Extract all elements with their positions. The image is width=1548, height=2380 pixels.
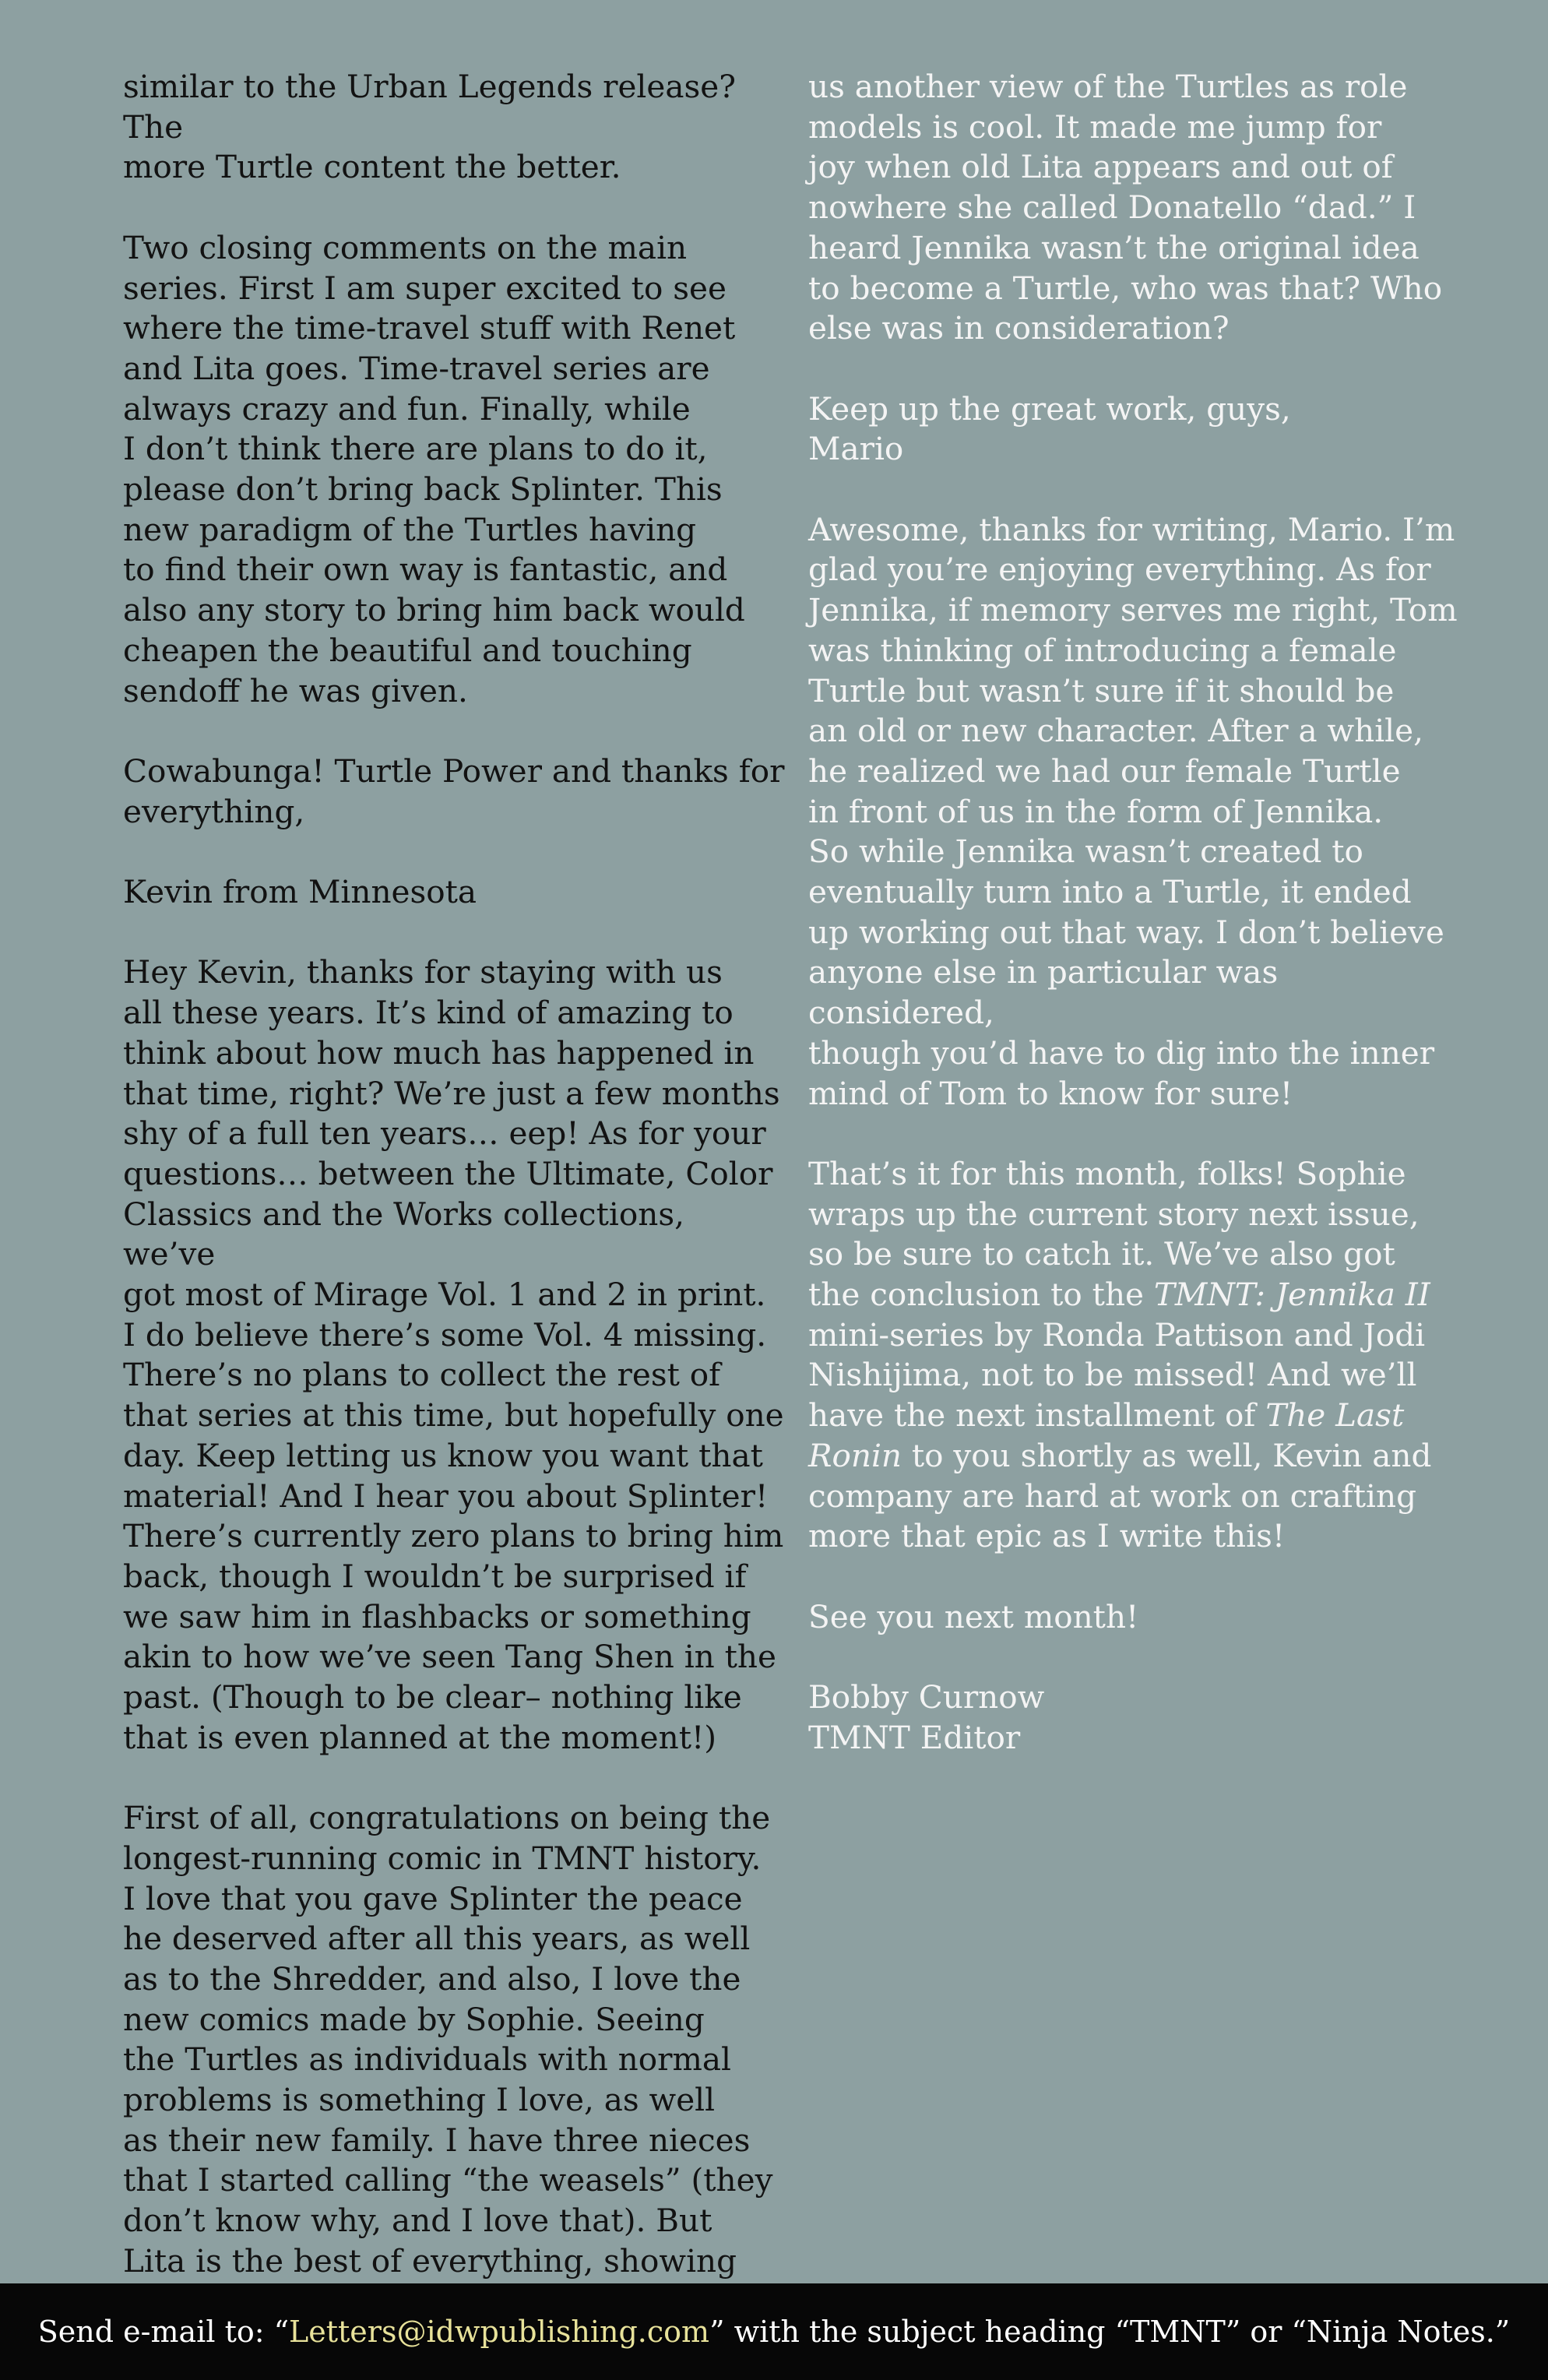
closing-text: That’s it for this month, folks! Sophie wraps up the current story next issue, so be sure to catch it. We’ve also got the conclusion to the (808, 1154, 1420, 1314)
letter-signature: Keep up the great work, guys, Mario (808, 389, 1291, 468)
editor-reply: Hey Kevin, thanks for staying with us all these years. It’s kind of amazing to think about how much has happened in that time, right? We’re just a few months shy of a full ten years… eep! As for your questions… between the Ultimate, Color Classics and the Works collections, we’ve got most of Mirage Vol. 1 and 2 in print. I do believe there’s some Vol. 4 missing. There’s no plans to collect the rest of that series at this time, but hopefully one day. Keep letting us know you want that material! And I hear you about Splinter! There’s currently zero plans to bring him back, though I wouldn’t be surprised if we saw him in flashbacks or something akin to how we’ve seen Tang Shen in the past. (Though to be clear– nothing like that is even planned at the moment!) (123, 953, 784, 1756)
title-jennika-ii: TMNT: Jennika II (1153, 1276, 1430, 1314)
letter-paragraph: us another view of the Turtles as role models is cool. It made me jump for joy when old Lita appears and out of nowhere she called Donatello “dad.” I heard Jennika wasn’t the original idea to become a Turtle, who was that? Who else was in consideration? (808, 68, 1443, 347)
editor-reply: Awesome, thanks for writing, Mario. I’m glad you’re enjoying everything. As for Jennika, if memory serves me right, Tom was thinking of introducing a female Turtle but wasn’t sure if it should be an old or new character. After a while, he realized we had our female Turtle in front of us in the form of Jennika. So while Jennika wasn’t created to eventually turn into a Turtle, it ended up working out that way. I don’t believe anyone else in particular was considered, though you’d have to dig into the inner mind of Tom to know for sure! (808, 510, 1458, 1112)
footer-text: Send e-mail to: “ (37, 2315, 290, 2349)
footer-text: ” with the subject heading “TMNT” or “Ninja Notes.” (709, 2315, 1511, 2349)
left-column (123, 67, 785, 2322)
closing-text: mini-series by Ronda Pattison and Jodi Nishijima, not to be missed! And we’ll have the next installment of (808, 1315, 1426, 1435)
footer-bar (0, 2283, 1548, 2380)
letter-paragraph: similar to the Urban Legends release? The more Turtle content the better. (123, 68, 736, 186)
letter-paragraph: First of all, congratulations on being the longest-running comic in TMNT history. I love that you gave Splinter the peace he deserved after all this years, as well as to the Shredder, and also, I love the new comics made by Sophie. Seeing the Turtles as individuals with normal problems is something I love, as well as their new family. I have three nieces that I started calling “the weasels” (they don’t know why, and I love that). But Lita is the best of everything, showing (123, 1799, 773, 2280)
letter-paragraph: Cowabunga! Turtle Power and thanks for everything, (123, 752, 785, 830)
sign-off: See you next month! (808, 1597, 1139, 1635)
right-column (808, 67, 1470, 1798)
email-address[interactable]: Letters@idwpublishing.com (289, 2315, 710, 2349)
editor-signature: Bobby Curnow TMNT Editor (808, 1678, 1045, 1756)
letter-paragraph: Two closing comments on the main series. First I am super excited to see where the time-travel stuff with Renet and Lita goes. Time-travel series are always crazy and fun. Finally, while I don’t think there are plans to do it, please don’t bring back Splinter. This new paradigm of the Turtles having to find their own way is fantastic, and also any story to bring him back would cheapen the beautiful and touching sendoff he was given. (123, 228, 745, 709)
letter-signature: Kevin from Minnesota (123, 873, 477, 911)
editor-closing-paragraph (808, 1154, 1470, 1557)
title-the-last-ronin: The Last Ronin (808, 1396, 1405, 1474)
closing-text: to you shortly as well, Kevin and company are hard at work on crafting more that epic as I write this! (808, 1436, 1432, 1555)
